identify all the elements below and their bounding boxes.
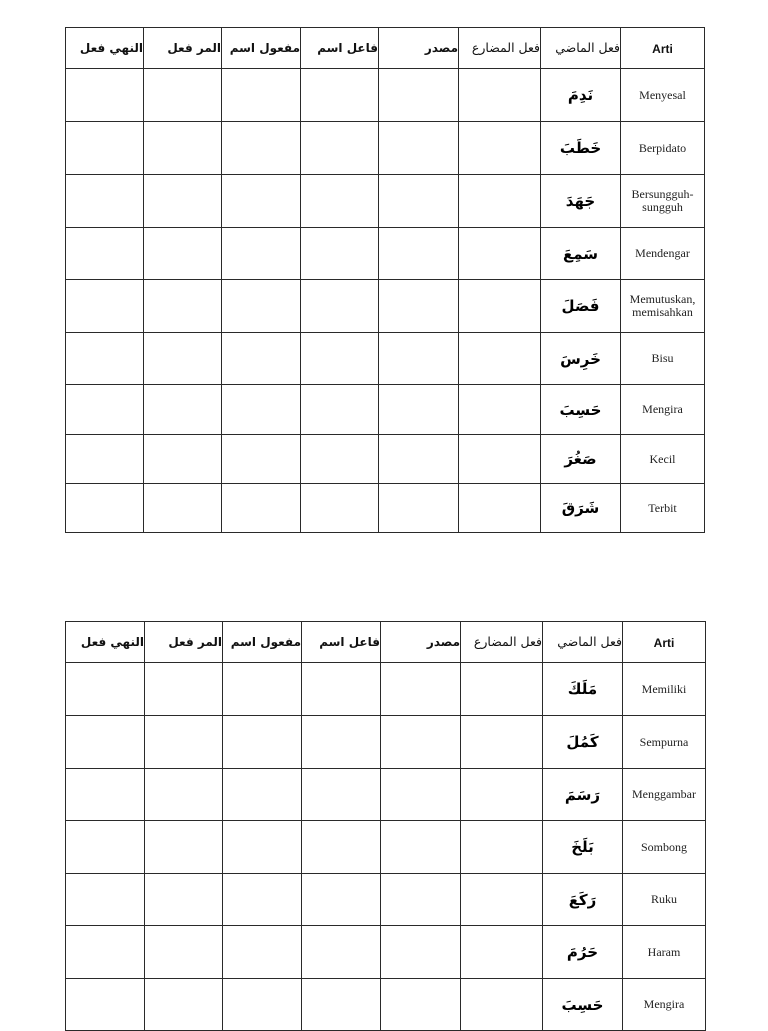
table-row [66,175,705,228]
madhi-verb: صَغُرَ [541,435,621,484]
input-cell-amr[interactable] [144,435,222,484]
madhi-verb: رَكَعَ [543,874,623,926]
meaning: Sombong [623,821,706,874]
input-cell-ism-maful[interactable] [223,821,302,874]
input-cell-ism-maful[interactable] [223,663,302,716]
input-cell-amr[interactable] [145,663,223,716]
input-cell-nahyi[interactable] [66,69,144,122]
input-cell-masdar[interactable] [381,874,461,926]
header-fil-amr: المر فعل [144,28,222,69]
input-cell-ism-maful[interactable] [222,175,301,228]
input-cell-amr[interactable] [144,122,222,175]
input-cell-ism-fail[interactable] [301,69,379,122]
input-cell-mudhari[interactable] [459,69,541,122]
input-cell-masdar[interactable] [379,484,459,533]
input-cell-ism-maful[interactable] [223,979,302,1031]
input-cell-ism-maful[interactable] [222,435,301,484]
header-masdar: مصدر [381,622,461,663]
input-cell-nahyi[interactable] [66,333,144,385]
madhi-verb: كَمُلَ [543,716,623,769]
input-cell-masdar[interactable] [379,280,459,333]
input-cell-ism-fail[interactable] [301,175,379,228]
input-cell-ism-fail[interactable] [302,663,381,716]
input-cell-mudhari[interactable] [461,821,543,874]
input-cell-amr[interactable] [144,280,222,333]
header-fil-mudhari: فعل المضارع [461,622,543,663]
input-cell-ism-maful[interactable] [223,769,302,821]
table-row [66,874,706,926]
madhi-verb: نَدِمَ [541,69,621,122]
input-cell-ism-fail[interactable] [301,435,379,484]
madhi-verb: رَسَمَ [543,769,623,821]
madhi-verb: شَرَقَ [541,484,621,533]
input-cell-amr[interactable] [144,385,222,435]
input-cell-ism-maful[interactable] [222,69,301,122]
table-row [66,385,705,435]
header-ism-fail: فاعل اسم [302,622,381,663]
input-cell-amr[interactable] [145,716,223,769]
header-arti: Arti [623,622,706,663]
input-cell-mudhari[interactable] [459,175,541,228]
input-cell-masdar[interactable] [379,333,459,385]
input-cell-ism-maful[interactable] [222,228,301,280]
input-cell-amr[interactable] [144,69,222,122]
input-cell-ism-fail[interactable] [302,874,381,926]
input-cell-amr[interactable] [144,484,222,533]
madhi-verb: فَصَلَ [541,280,621,333]
input-cell-masdar[interactable] [379,435,459,484]
input-cell-nahyi[interactable] [66,874,145,926]
header-row [66,28,705,69]
table-row [66,926,706,979]
input-cell-ism-fail[interactable] [301,484,379,533]
input-cell-nahyi[interactable] [66,979,145,1031]
meaning: Menyesal [621,69,705,122]
meaning: Haram [623,926,706,979]
input-cell-ism-fail[interactable] [301,385,379,435]
table-row [66,979,706,1031]
input-cell-nahyi[interactable] [66,484,144,533]
input-cell-mudhari[interactable] [461,979,543,1031]
verb-conjugation-table-1 [65,27,705,533]
table-row [66,435,705,484]
header-arti: Arti [621,28,705,69]
input-cell-mudhari[interactable] [461,926,543,979]
input-cell-masdar[interactable] [379,122,459,175]
meaning: Mendengar [621,228,705,280]
input-cell-masdar[interactable] [379,228,459,280]
header-fil-madhi: فعل الماضي [543,622,623,663]
input-cell-nahyi[interactable] [66,716,145,769]
header-ism-maful: مفعول اسم [223,622,302,663]
madhi-verb: بَلَخَ [543,821,623,874]
header-ism-fail: فاعل اسم [301,28,379,69]
table-row [66,484,705,533]
meaning: Mengira [623,979,706,1031]
input-cell-ism-fail[interactable] [302,821,381,874]
header-fil-amr: المر فعل [145,622,223,663]
input-cell-mudhari[interactable] [459,228,541,280]
input-cell-amr[interactable] [145,821,223,874]
input-cell-ism-fail[interactable] [302,769,381,821]
input-cell-ism-fail[interactable] [301,333,379,385]
header-fil-mudhari: فعل المضارع [459,28,541,69]
input-cell-masdar[interactable] [381,821,461,874]
table-row [66,663,706,716]
meaning: Berpidato [621,122,705,175]
input-cell-nahyi[interactable] [66,122,144,175]
input-cell-mudhari[interactable] [461,769,543,821]
input-cell-nahyi[interactable] [66,228,144,280]
header-fil-nahyi: النهي فعل [66,622,145,663]
input-cell-mudhari[interactable] [459,385,541,435]
input-cell-ism-fail[interactable] [302,926,381,979]
meaning: Bersungguh-sungguh [621,175,705,228]
input-cell-amr[interactable] [145,769,223,821]
meaning: Bisu [621,333,705,385]
input-cell-mudhari[interactable] [459,484,541,533]
madhi-verb: حَسِبَ [543,979,623,1031]
input-cell-nahyi[interactable] [66,663,145,716]
input-cell-masdar[interactable] [381,926,461,979]
madhi-verb: مَلَكَ [543,663,623,716]
meaning: Kecil [621,435,705,484]
input-cell-mudhari[interactable] [459,333,541,385]
header-row [66,622,706,663]
input-cell-ism-fail[interactable] [302,979,381,1031]
input-cell-amr[interactable] [145,874,223,926]
table-row [66,228,705,280]
input-cell-nahyi[interactable] [66,435,144,484]
input-cell-ism-maful[interactable] [222,280,301,333]
table-row [66,716,706,769]
input-cell-ism-fail[interactable] [301,228,379,280]
meaning: Terbit [621,484,705,533]
input-cell-mudhari[interactable] [461,874,543,926]
input-cell-amr[interactable] [144,175,222,228]
input-cell-masdar[interactable] [381,663,461,716]
input-cell-ism-fail[interactable] [301,122,379,175]
verb-conjugation-table-2 [65,621,706,1031]
input-cell-ism-maful[interactable] [223,874,302,926]
input-cell-ism-fail[interactable] [301,280,379,333]
meaning: Memiliki [623,663,706,716]
header-fil-nahyi: النهي فعل [66,28,144,69]
input-cell-nahyi[interactable] [66,821,145,874]
madhi-verb: جَهَدَ [541,175,621,228]
input-cell-masdar[interactable] [381,716,461,769]
input-cell-ism-maful[interactable] [222,333,301,385]
input-cell-nahyi[interactable] [66,926,145,979]
input-cell-ism-maful[interactable] [223,716,302,769]
input-cell-ism-maful[interactable] [222,484,301,533]
input-cell-nahyi[interactable] [66,175,144,228]
input-cell-mudhari[interactable] [459,122,541,175]
header-masdar: مصدر [379,28,459,69]
input-cell-mudhari[interactable] [461,663,543,716]
meaning: Menggambar [623,769,706,821]
meaning: Memutuskan, memisahkan [621,280,705,333]
input-cell-masdar[interactable] [379,175,459,228]
madhi-verb: حَسِبَ [541,385,621,435]
madhi-verb: سَمِعَ [541,228,621,280]
table-row [66,333,705,385]
input-cell-masdar[interactable] [381,769,461,821]
input-cell-mudhari[interactable] [459,280,541,333]
meaning: Ruku [623,874,706,926]
input-cell-masdar[interactable] [379,69,459,122]
header-ism-maful: مفعول اسم [222,28,301,69]
input-cell-amr[interactable] [145,979,223,1031]
input-cell-masdar[interactable] [381,979,461,1031]
madhi-verb: خَرِسَ [541,333,621,385]
madhi-verb: خَطَبَ [541,122,621,175]
table-row [66,769,706,821]
input-cell-amr[interactable] [144,333,222,385]
table-row [66,122,705,175]
header-fil-madhi: فعل الماضي [541,28,621,69]
input-cell-mudhari[interactable] [461,716,543,769]
input-cell-nahyi[interactable] [66,769,145,821]
input-cell-amr[interactable] [144,228,222,280]
input-cell-mudhari[interactable] [459,435,541,484]
table-row [66,280,705,333]
meaning: Mengira [621,385,705,435]
input-cell-amr[interactable] [145,926,223,979]
table-row [66,821,706,874]
input-cell-nahyi[interactable] [66,385,144,435]
madhi-verb: حَرُمَ [543,926,623,979]
input-cell-ism-fail[interactable] [302,716,381,769]
input-cell-ism-maful[interactable] [223,926,302,979]
input-cell-nahyi[interactable] [66,280,144,333]
meaning: Sempurna [623,716,706,769]
input-cell-ism-maful[interactable] [222,122,301,175]
input-cell-ism-maful[interactable] [222,385,301,435]
table-row [66,69,705,122]
input-cell-masdar[interactable] [379,385,459,435]
